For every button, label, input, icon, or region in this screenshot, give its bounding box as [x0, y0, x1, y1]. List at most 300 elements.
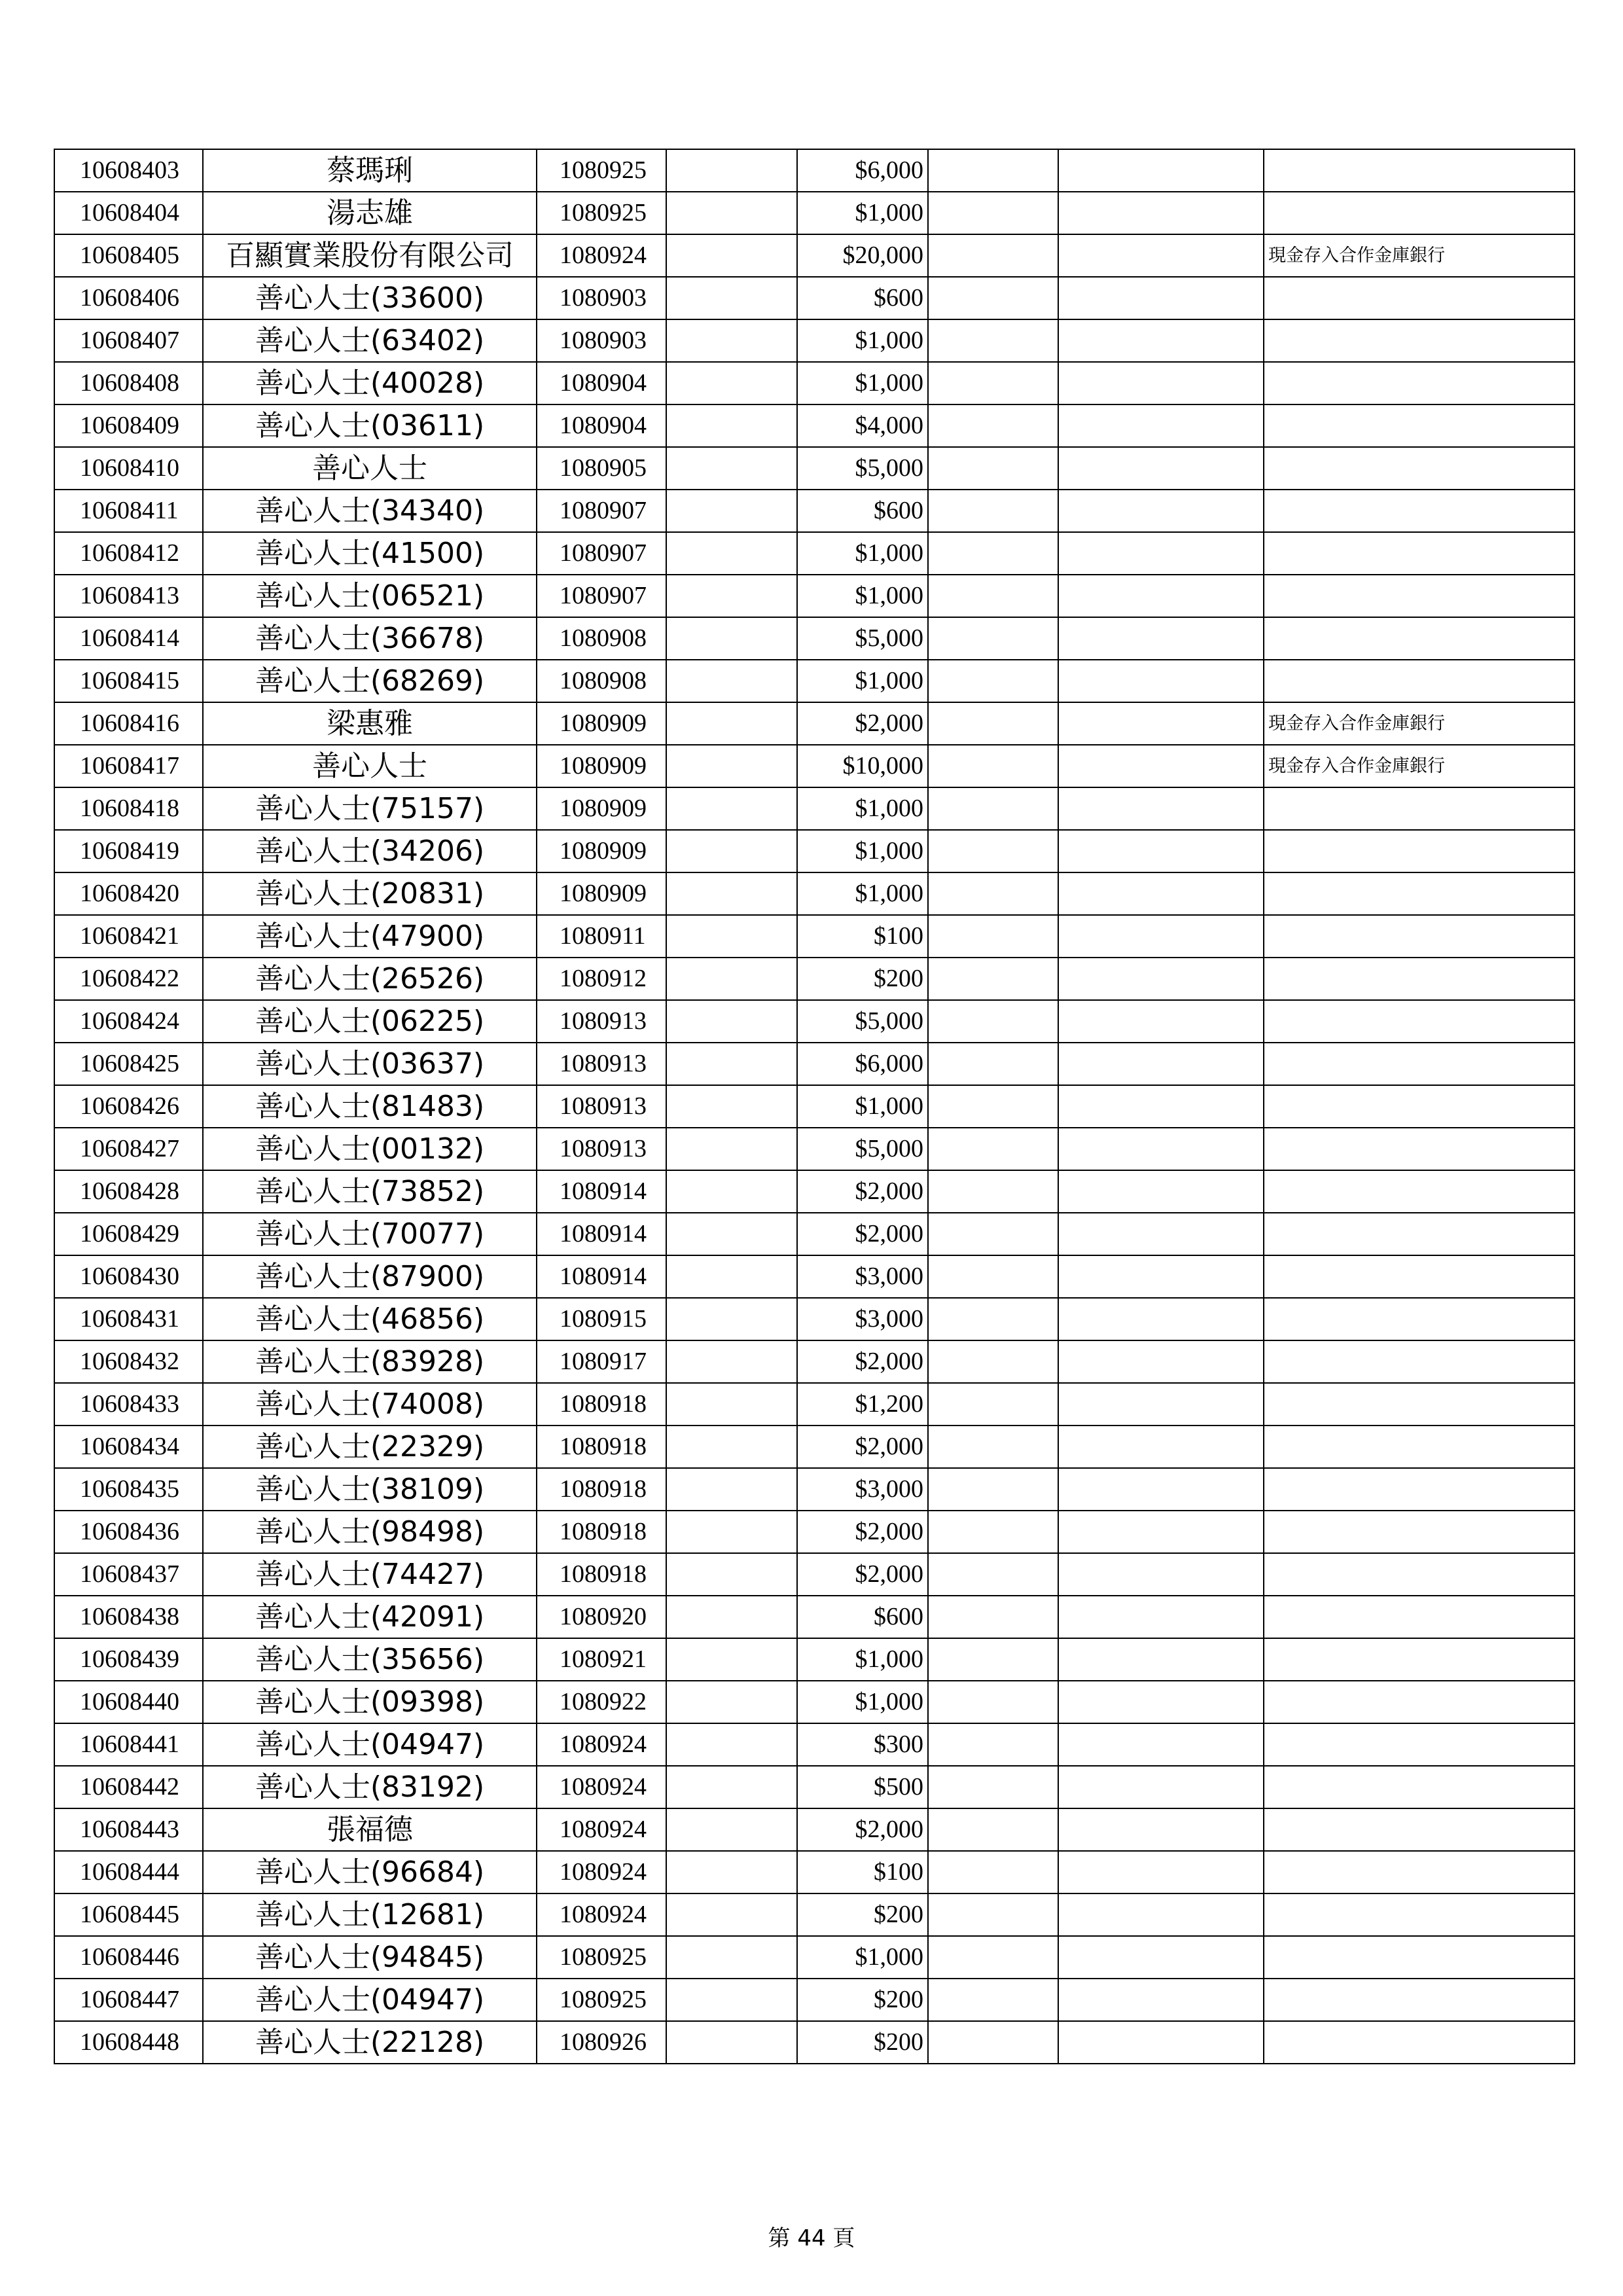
donation-date-cell: 1080921	[537, 1638, 666, 1681]
donation-amount-cell: $5,000	[797, 1128, 928, 1170]
empty-cell	[1058, 1723, 1264, 1766]
remark-cell	[1264, 1170, 1575, 1213]
donation-date-cell: 1080924	[537, 1851, 666, 1893]
donation-id-cell: 10608447	[54, 1979, 203, 2021]
donation-amount-cell: $1,000	[797, 872, 928, 915]
empty-cell	[1058, 447, 1264, 490]
donation-amount-cell: $1,000	[797, 1936, 928, 1979]
donation-date-cell: 1080925	[537, 149, 666, 192]
empty-cell	[666, 362, 797, 404]
donation-amount-cell: $200	[797, 1979, 928, 2021]
donation-date-cell: 1080924	[537, 1808, 666, 1851]
donation-id-cell: 10608412	[54, 532, 203, 575]
empty-cell	[666, 1383, 797, 1426]
empty-cell	[1058, 1298, 1264, 1340]
donation-amount-cell: $2,000	[797, 1553, 928, 1596]
empty-cell	[928, 1298, 1058, 1340]
table-row	[54, 532, 1575, 575]
empty-cell	[928, 1043, 1058, 1085]
donation-id-cell: 10608438	[54, 1596, 203, 1638]
empty-cell	[928, 1596, 1058, 1638]
empty-cell	[666, 192, 797, 234]
empty-cell	[666, 915, 797, 958]
table-row	[54, 617, 1575, 660]
table-row	[54, 277, 1575, 319]
donor-name-cell: 善心人士(06225)	[203, 1000, 537, 1043]
empty-cell	[928, 575, 1058, 617]
donation-id-cell: 10608406	[54, 277, 203, 319]
donation-date-cell: 1080913	[537, 1043, 666, 1085]
donation-amount-cell: $2,000	[797, 1170, 928, 1213]
donation-id-cell: 10608405	[54, 234, 203, 277]
empty-cell	[1058, 1043, 1264, 1085]
remark-cell	[1264, 1128, 1575, 1170]
donation-date-cell: 1080918	[537, 1553, 666, 1596]
empty-cell	[666, 1085, 797, 1128]
remark-cell	[1264, 532, 1575, 575]
empty-cell	[666, 1426, 797, 1468]
empty-cell	[666, 1511, 797, 1553]
empty-cell	[1058, 1255, 1264, 1298]
donation-id-cell: 10608437	[54, 1553, 203, 1596]
table-row	[54, 1808, 1575, 1851]
donation-id-cell: 10608408	[54, 362, 203, 404]
empty-cell	[666, 1979, 797, 2021]
donation-date-cell: 1080909	[537, 872, 666, 915]
donor-name-cell: 善心人士(12681)	[203, 1893, 537, 1936]
remark-cell	[1264, 277, 1575, 319]
donation-id-cell: 10608439	[54, 1638, 203, 1681]
empty-cell	[1058, 1766, 1264, 1808]
empty-cell	[666, 745, 797, 787]
donation-date-cell: 1080917	[537, 1340, 666, 1383]
remark-cell	[1264, 1383, 1575, 1426]
empty-cell	[666, 660, 797, 702]
empty-cell	[928, 1511, 1058, 1553]
donor-name-cell: 善心人士(20831)	[203, 872, 537, 915]
remark-cell	[1264, 149, 1575, 192]
donation-date-cell: 1080926	[537, 2021, 666, 2064]
table-row	[54, 192, 1575, 234]
table-row	[54, 404, 1575, 447]
empty-cell	[666, 1936, 797, 1979]
remark-cell: 現金存入合作金庫銀行	[1264, 702, 1575, 745]
empty-cell	[1058, 1213, 1264, 1255]
donor-name-cell: 善心人士	[203, 447, 537, 490]
empty-cell	[928, 362, 1058, 404]
empty-cell	[1058, 1426, 1264, 1468]
page-number: 第 44 頁	[768, 2225, 855, 2251]
donation-id-cell: 10608443	[54, 1808, 203, 1851]
donation-id-cell: 10608441	[54, 1723, 203, 1766]
empty-cell	[1058, 1553, 1264, 1596]
empty-cell	[1058, 1170, 1264, 1213]
table-row	[54, 1511, 1575, 1553]
empty-cell	[666, 1808, 797, 1851]
empty-cell	[928, 1723, 1058, 1766]
donation-amount-cell: $1,000	[797, 362, 928, 404]
remark-cell	[1264, 1298, 1575, 1340]
empty-cell	[928, 830, 1058, 872]
donation-amount-cell: $20,000	[797, 234, 928, 277]
remark-cell	[1264, 1893, 1575, 1936]
empty-cell	[928, 1638, 1058, 1681]
donation-id-cell: 10608403	[54, 149, 203, 192]
donation-amount-cell: $2,000	[797, 1340, 928, 1383]
donation-amount-cell: $1,000	[797, 319, 928, 362]
empty-cell	[1058, 404, 1264, 447]
donation-id-cell: 10608425	[54, 1043, 203, 1085]
donor-name-cell: 善心人士(34206)	[203, 830, 537, 872]
empty-cell	[1058, 192, 1264, 234]
empty-cell	[928, 1000, 1058, 1043]
table-row	[54, 915, 1575, 958]
donation-id-cell: 10608418	[54, 787, 203, 830]
donation-date-cell: 1080918	[537, 1426, 666, 1468]
empty-cell	[666, 1638, 797, 1681]
donation-date-cell: 1080904	[537, 404, 666, 447]
table-row	[54, 1128, 1575, 1170]
donation-amount-cell: $200	[797, 2021, 928, 2064]
donation-date-cell: 1080903	[537, 319, 666, 362]
empty-cell	[666, 1553, 797, 1596]
donation-amount-cell: $300	[797, 1723, 928, 1766]
donor-name-cell: 善心人士(68269)	[203, 660, 537, 702]
donation-id-cell: 10608442	[54, 1766, 203, 1808]
empty-cell	[1058, 1808, 1264, 1851]
table-row	[54, 830, 1575, 872]
donation-amount-cell: $5,000	[797, 617, 928, 660]
empty-cell	[928, 1170, 1058, 1213]
donor-name-cell: 善心人士(03637)	[203, 1043, 537, 1085]
donation-date-cell: 1080907	[537, 532, 666, 575]
donor-name-cell: 善心人士(36678)	[203, 617, 537, 660]
remark-cell	[1264, 490, 1575, 532]
empty-cell	[928, 1936, 1058, 1979]
empty-cell	[666, 490, 797, 532]
remark-cell	[1264, 1511, 1575, 1553]
donation-amount-cell: $1,000	[797, 192, 928, 234]
donation-date-cell: 1080922	[537, 1681, 666, 1723]
empty-cell	[666, 1043, 797, 1085]
donation-id-cell: 10608435	[54, 1468, 203, 1511]
donation-amount-cell: $5,000	[797, 447, 928, 490]
donor-name-cell: 善心人士(74427)	[203, 1553, 537, 1596]
table-row	[54, 1298, 1575, 1340]
empty-cell	[928, 1681, 1058, 1723]
donation-id-cell: 10608444	[54, 1851, 203, 1893]
donation-date-cell: 1080909	[537, 745, 666, 787]
empty-cell	[1058, 2021, 1264, 2064]
remark-cell	[1264, 1213, 1575, 1255]
empty-cell	[666, 2021, 797, 2064]
donor-name-cell: 善心人士(34340)	[203, 490, 537, 532]
donation-date-cell: 1080925	[537, 1979, 666, 2021]
empty-cell	[666, 277, 797, 319]
donor-name-cell: 善心人士(03611)	[203, 404, 537, 447]
empty-cell	[928, 1213, 1058, 1255]
donor-name-cell: 張福德	[203, 1808, 537, 1851]
remark-cell	[1264, 362, 1575, 404]
donation-id-cell: 10608421	[54, 915, 203, 958]
remark-cell	[1264, 915, 1575, 958]
donor-name-cell: 善心人士(04947)	[203, 1723, 537, 1766]
donation-date-cell: 1080908	[537, 660, 666, 702]
donor-name-cell: 善心人士(75157)	[203, 787, 537, 830]
donation-id-cell: 10608426	[54, 1085, 203, 1128]
table-row	[54, 447, 1575, 490]
empty-cell	[1058, 277, 1264, 319]
table-row	[54, 149, 1575, 192]
empty-cell	[666, 1170, 797, 1213]
donation-amount-cell: $1,000	[797, 1638, 928, 1681]
donor-name-cell: 蔡瑪琍	[203, 149, 537, 192]
remark-cell	[1264, 1851, 1575, 1893]
donation-amount-cell: $600	[797, 490, 928, 532]
donation-date-cell: 1080913	[537, 1000, 666, 1043]
empty-cell	[1058, 575, 1264, 617]
donation-amount-cell: $1,000	[797, 575, 928, 617]
donor-name-cell: 善心人士(46856)	[203, 1298, 537, 1340]
donor-name-cell: 善心人士(26526)	[203, 958, 537, 1000]
donation-amount-cell: $1,000	[797, 1085, 928, 1128]
empty-cell	[928, 1766, 1058, 1808]
donor-name-cell: 善心人士(96684)	[203, 1851, 537, 1893]
table-row	[54, 660, 1575, 702]
donation-amount-cell: $1,000	[797, 532, 928, 575]
donation-id-cell: 10608440	[54, 1681, 203, 1723]
donation-date-cell: 1080920	[537, 1596, 666, 1638]
empty-cell	[1058, 745, 1264, 787]
empty-cell	[928, 660, 1058, 702]
table-row	[54, 575, 1575, 617]
donation-date-cell: 1080925	[537, 192, 666, 234]
donation-amount-cell: $1,000	[797, 830, 928, 872]
remark-cell	[1264, 1638, 1575, 1681]
donation-amount-cell: $200	[797, 1893, 928, 1936]
donation-id-cell: 10608431	[54, 1298, 203, 1340]
empty-cell	[928, 702, 1058, 745]
donation-date-cell: 1080909	[537, 830, 666, 872]
table-row	[54, 745, 1575, 787]
empty-cell	[1058, 830, 1264, 872]
empty-cell	[1058, 1851, 1264, 1893]
donation-amount-cell: $6,000	[797, 149, 928, 192]
donor-name-cell: 善心人士(74008)	[203, 1383, 537, 1426]
empty-cell	[928, 532, 1058, 575]
empty-cell	[666, 1298, 797, 1340]
empty-cell	[1058, 1383, 1264, 1426]
donation-amount-cell: $1,000	[797, 1681, 928, 1723]
empty-cell	[928, 192, 1058, 234]
donation-id-cell: 10608448	[54, 2021, 203, 2064]
donor-name-cell: 善心人士(40028)	[203, 362, 537, 404]
donation-id-cell: 10608428	[54, 1170, 203, 1213]
donation-amount-cell: $3,000	[797, 1468, 928, 1511]
table-row	[54, 1383, 1575, 1426]
donation-amount-cell: $600	[797, 1596, 928, 1638]
empty-cell	[928, 872, 1058, 915]
remark-cell	[1264, 1808, 1575, 1851]
donor-name-cell: 善心人士(87900)	[203, 1255, 537, 1298]
empty-cell	[928, 745, 1058, 787]
donor-name-cell: 善心人士(41500)	[203, 532, 537, 575]
table-row	[54, 1553, 1575, 1596]
donor-name-cell: 善心人士(73852)	[203, 1170, 537, 1213]
donation-amount-cell: $500	[797, 1766, 928, 1808]
empty-cell	[928, 1426, 1058, 1468]
table-row	[54, 1681, 1575, 1723]
empty-cell	[666, 872, 797, 915]
remark-cell	[1264, 1043, 1575, 1085]
donation-date-cell: 1080907	[537, 490, 666, 532]
donation-amount-cell: $1,200	[797, 1383, 928, 1426]
empty-cell	[1058, 1936, 1264, 1979]
empty-cell	[928, 404, 1058, 447]
donation-date-cell: 1080905	[537, 447, 666, 490]
empty-cell	[928, 1255, 1058, 1298]
donation-id-cell: 10608419	[54, 830, 203, 872]
remark-cell	[1264, 447, 1575, 490]
table-row	[54, 1979, 1575, 2021]
donation-amount-cell: $100	[797, 915, 928, 958]
table-row	[54, 1893, 1575, 1936]
donation-amount-cell: $2,000	[797, 702, 928, 745]
remark-cell	[1264, 660, 1575, 702]
donation-date-cell: 1080913	[537, 1085, 666, 1128]
remark-cell	[1264, 1255, 1575, 1298]
empty-cell	[666, 1723, 797, 1766]
donor-name-cell: 善心人士(70077)	[203, 1213, 537, 1255]
donor-name-cell: 善心人士(04947)	[203, 1979, 537, 2021]
remark-cell	[1264, 1596, 1575, 1638]
table-row	[54, 1851, 1575, 1893]
table-row	[54, 1213, 1575, 1255]
donation-id-cell: 10608415	[54, 660, 203, 702]
donation-amount-cell: $2,000	[797, 1426, 928, 1468]
donation-id-cell: 10608417	[54, 745, 203, 787]
empty-cell	[928, 787, 1058, 830]
donation-date-cell: 1080903	[537, 277, 666, 319]
empty-cell	[928, 1468, 1058, 1511]
donation-date-cell: 1080924	[537, 234, 666, 277]
table-row	[54, 1426, 1575, 1468]
donation-date-cell: 1080913	[537, 1128, 666, 1170]
donation-id-cell: 10608410	[54, 447, 203, 490]
empty-cell	[928, 1851, 1058, 1893]
donor-name-cell: 善心人士(06521)	[203, 575, 537, 617]
empty-cell	[928, 1128, 1058, 1170]
donation-date-cell: 1080914	[537, 1213, 666, 1255]
table-row	[54, 2021, 1575, 2064]
empty-cell	[1058, 1596, 1264, 1638]
empty-cell	[1058, 915, 1264, 958]
remark-cell	[1264, 1340, 1575, 1383]
table-row	[54, 958, 1575, 1000]
table-row	[54, 1085, 1575, 1128]
donation-table	[54, 149, 1575, 2064]
remark-cell	[1264, 958, 1575, 1000]
empty-cell	[666, 1340, 797, 1383]
donation-date-cell: 1080918	[537, 1468, 666, 1511]
table-row	[54, 1000, 1575, 1043]
donor-name-cell: 善心人士(09398)	[203, 1681, 537, 1723]
empty-cell	[1058, 1511, 1264, 1553]
donor-name-cell: 善心人士(42091)	[203, 1596, 537, 1638]
empty-cell	[666, 1766, 797, 1808]
empty-cell	[1058, 872, 1264, 915]
donation-date-cell: 1080924	[537, 1766, 666, 1808]
empty-cell	[928, 915, 1058, 958]
donor-name-cell: 善心人士(33600)	[203, 277, 537, 319]
donation-id-cell: 10608433	[54, 1383, 203, 1426]
empty-cell	[666, 1681, 797, 1723]
empty-cell	[666, 575, 797, 617]
donation-date-cell: 1080925	[537, 1936, 666, 1979]
donation-id-cell: 10608404	[54, 192, 203, 234]
empty-cell	[928, 277, 1058, 319]
empty-cell	[928, 1893, 1058, 1936]
donation-date-cell: 1080909	[537, 702, 666, 745]
empty-cell	[1058, 234, 1264, 277]
empty-cell	[666, 1893, 797, 1936]
empty-cell	[666, 1596, 797, 1638]
remark-cell	[1264, 1085, 1575, 1128]
donation-id-cell: 10608414	[54, 617, 203, 660]
empty-cell	[666, 787, 797, 830]
donation-id-cell: 10608411	[54, 490, 203, 532]
donation-amount-cell: $6,000	[797, 1043, 928, 1085]
remark-cell	[1264, 2021, 1575, 2064]
empty-cell	[666, 1851, 797, 1893]
empty-cell	[928, 490, 1058, 532]
donation-date-cell: 1080907	[537, 575, 666, 617]
donor-name-cell: 善心人士(81483)	[203, 1085, 537, 1128]
donation-id-cell: 10608424	[54, 1000, 203, 1043]
table-row	[54, 787, 1575, 830]
empty-cell	[666, 702, 797, 745]
empty-cell	[1058, 490, 1264, 532]
donation-id-cell: 10608427	[54, 1128, 203, 1170]
donation-date-cell: 1080914	[537, 1255, 666, 1298]
table-row	[54, 1170, 1575, 1213]
table-row	[54, 1468, 1575, 1511]
remark-cell	[1264, 787, 1575, 830]
remark-cell	[1264, 575, 1575, 617]
empty-cell	[1058, 1340, 1264, 1383]
donor-name-cell: 善心人士(00132)	[203, 1128, 537, 1170]
remark-cell: 現金存入合作金庫銀行	[1264, 234, 1575, 277]
donation-id-cell: 10608420	[54, 872, 203, 915]
remark-cell	[1264, 1936, 1575, 1979]
donation-amount-cell: $10,000	[797, 745, 928, 787]
donor-name-cell: 善心人士(35656)	[203, 1638, 537, 1681]
donation-amount-cell: $2,000	[797, 1808, 928, 1851]
empty-cell	[928, 319, 1058, 362]
donation-date-cell: 1080911	[537, 915, 666, 958]
donation-amount-cell: $200	[797, 958, 928, 1000]
donation-id-cell: 10608432	[54, 1340, 203, 1383]
donation-date-cell: 1080924	[537, 1893, 666, 1936]
donor-name-cell: 百顯實業股份有限公司	[203, 234, 537, 277]
remark-cell	[1264, 872, 1575, 915]
empty-cell	[1058, 702, 1264, 745]
table-row	[54, 319, 1575, 362]
donor-name-cell: 善心人士(83192)	[203, 1766, 537, 1808]
donation-date-cell: 1080918	[537, 1383, 666, 1426]
empty-cell	[666, 830, 797, 872]
empty-cell	[666, 1255, 797, 1298]
